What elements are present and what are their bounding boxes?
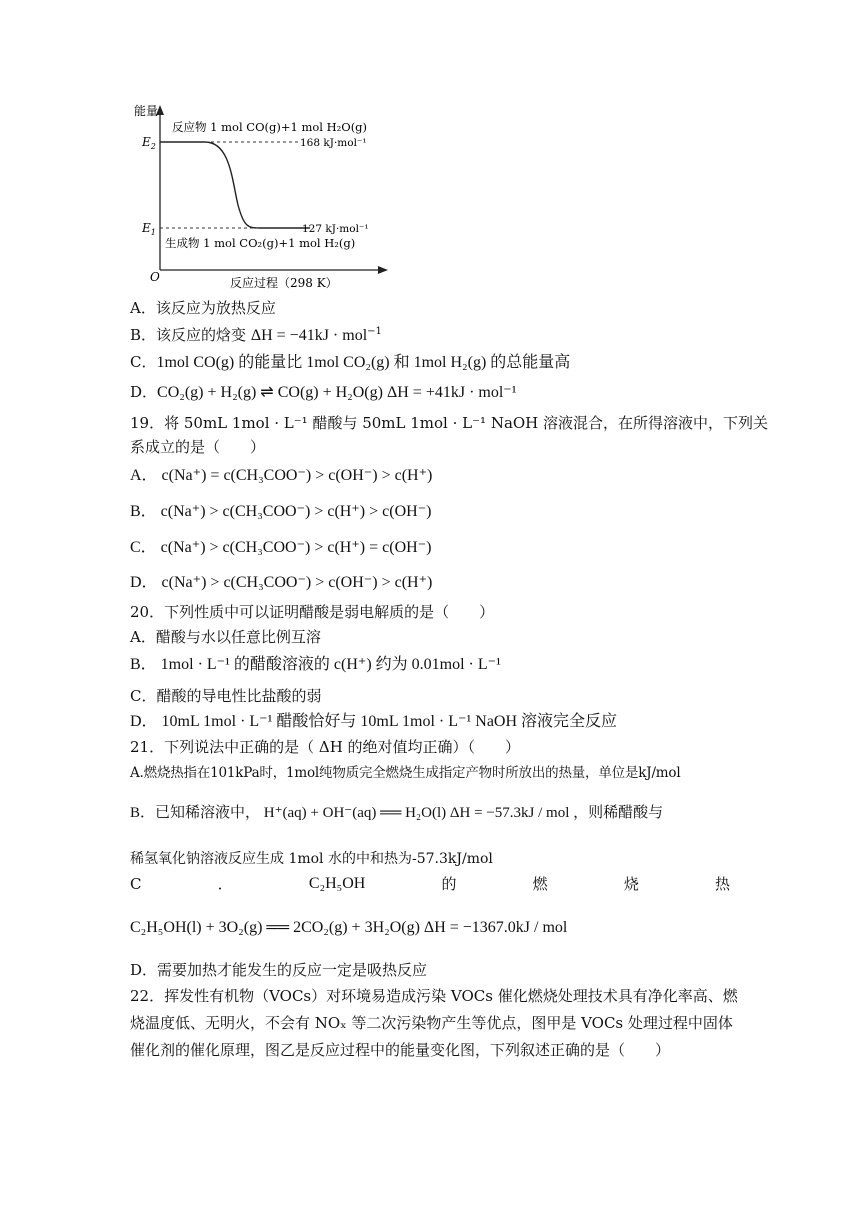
q20-option-d: D． 10mL 1mol · L⁻¹ 醋酸恰好与 10mL 1mol · L⁻¹ NaOH 溶液完全反应: [130, 713, 618, 730]
q21-c-part-1: ．: [217, 875, 233, 893]
q21-c-part-5: 烧: [623, 875, 639, 893]
q20-stem: 20．下列性质中可以证明醋酸是弱电解质的是（ ）: [130, 603, 495, 621]
q19-option-d: D． c(Na⁺) > c(CH₃COO⁻) > c(OH⁻) > c(H⁺): [130, 574, 433, 591]
q21-c-part-0: C: [130, 875, 142, 893]
product-label: 生成物 1 mol CO₂(g)+1 mol H₂(g): [165, 236, 356, 250]
x-axis-arrow: [378, 266, 388, 274]
e2-value-label: 168 kJ·mol⁻¹: [300, 137, 367, 149]
q18-option-d: [130, 381, 517, 404]
e1-label: [141, 221, 156, 237]
q18-option-a: A．该反应为放热反应: [130, 299, 276, 317]
q20-option-b: B． 1mol · L⁻¹ 的醋酸溶液的 c(H⁺) 约为 0.01mol · L⁻¹: [130, 656, 501, 673]
q21-option-c-line1: [130, 873, 730, 895]
q18-option-b-math: ΔH = −41kJ · mol: [250, 327, 368, 344]
e1-value-label: 127 kJ·mol⁻¹: [302, 223, 369, 235]
q21-option-a: A.燃烧热指在101kPa时，1mol纯物质完全燃烧生成指定产物时所放出的热量，单位是kJ/mol: [130, 765, 681, 781]
e1-letter: E: [142, 221, 151, 235]
e2-subscript: 2: [150, 142, 156, 151]
q19-option-c: C． c(Na⁺) > c(CH₃COO⁻) > c(H⁺) = c(OH⁻): [130, 539, 432, 556]
q20-option-a: A．醋酸与水以任意比例互溶: [130, 628, 321, 646]
x-axis-label: 反应过程（298 K）: [230, 276, 338, 290]
q19-stem-line2: 系成立的是（ ）: [130, 438, 266, 456]
origin-label: O: [150, 270, 160, 284]
q21-option-c-spread: [130, 873, 730, 895]
y-axis-label: 能量: [134, 104, 159, 118]
energy-curve: [160, 142, 310, 228]
q19-option-b: B． c(Na⁺) > c(CH₃COO⁻) > c(H⁺) > c(OH⁻): [130, 503, 432, 520]
q18-option-b-sup: −1: [367, 326, 382, 337]
q20-option-c: C．醋酸的导电性比盐酸的弱: [130, 687, 322, 705]
q18-option-c: [130, 351, 570, 374]
q22-stem-line3: 催化剂的催化原理，图乙是反应过程中的能量变化图，下列叙述正确的是（ ）: [130, 1041, 671, 1059]
q19-option-a: A． c(Na⁺) = c(CH₃COO⁻) > c(OH⁻) > c(H⁺): [130, 467, 433, 484]
q19-stem-line1: 19．将 50mL 1mol · L⁻¹ 醋酸与 50mL 1mol · L⁻¹ NaOH 溶液混合，在所得溶液中，下列关: [130, 414, 769, 432]
energy-diagram-svg: [120, 95, 390, 295]
e2-label: [141, 135, 156, 151]
energy-diagram: [120, 95, 390, 295]
q18-option-c-prefix: C．: [130, 353, 157, 371]
e2-letter: E: [142, 135, 151, 149]
q18-option-c-text: 1mol CO(g) 的能量比 1mol CO₂(g) 和 1mol H₂(g) 的总能量高: [156, 354, 571, 371]
q21-option-b-line2: 稀氢氧化钠溶液反应生成 1mol 水的中和热为-57.3kJ/mol: [130, 851, 493, 867]
q21-stem: 21．下列说法中正确的是（ ΔH 的绝对值均正确）（ ）: [130, 738, 521, 756]
q22-stem-line1: 22．挥发性有机物（VOCs）对环境易造成污染 VOCs 催化燃烧处理技术具有净化率高、燃: [130, 987, 738, 1005]
reactant-label: 反应物 1 mol CO(g)+1 mol H₂O(g): [172, 120, 368, 134]
q21-c-part-4: 燃: [532, 875, 548, 893]
q18-option-b: [130, 324, 382, 347]
e1-subscript: 1: [150, 228, 156, 237]
q18-option-d-text: CO₂(g) + H₂(g) ⇌ CO(g) + H₂O(g) ΔH = +41kJ · mol⁻¹: [157, 384, 517, 401]
q21-c-part-6: 热: [714, 875, 730, 893]
q18-option-b-prefix: B．该反应的焓变: [130, 326, 247, 344]
q21-c-part-3: 的: [441, 875, 457, 893]
q22-stem-line2: 烧温度低、无明火，不会有 NOₓ 等二次污染物产生等优点，图甲是 VOCs 处理过程中固体: [130, 1014, 733, 1032]
q21-option-d: D．需要加热才能发生的反应一定是吸热反应: [130, 961, 428, 979]
q21-c-part-2: C₂H₅OH: [308, 875, 366, 892]
q21-option-c-equation: C₂H₅OH(l) + 3O₂(g) ══ 2CO₂(g) + 3H₂O(g) ΔH = −1367.0kJ / mol: [130, 919, 568, 936]
q18-option-d-prefix: D．: [130, 383, 158, 401]
q21-option-b-line1: B．已知稀溶液中， H⁺(aq) + OH⁻(aq) ══ H₂O(l) ΔH = −57.3kJ / mol ，则稀醋酸与: [130, 805, 664, 821]
